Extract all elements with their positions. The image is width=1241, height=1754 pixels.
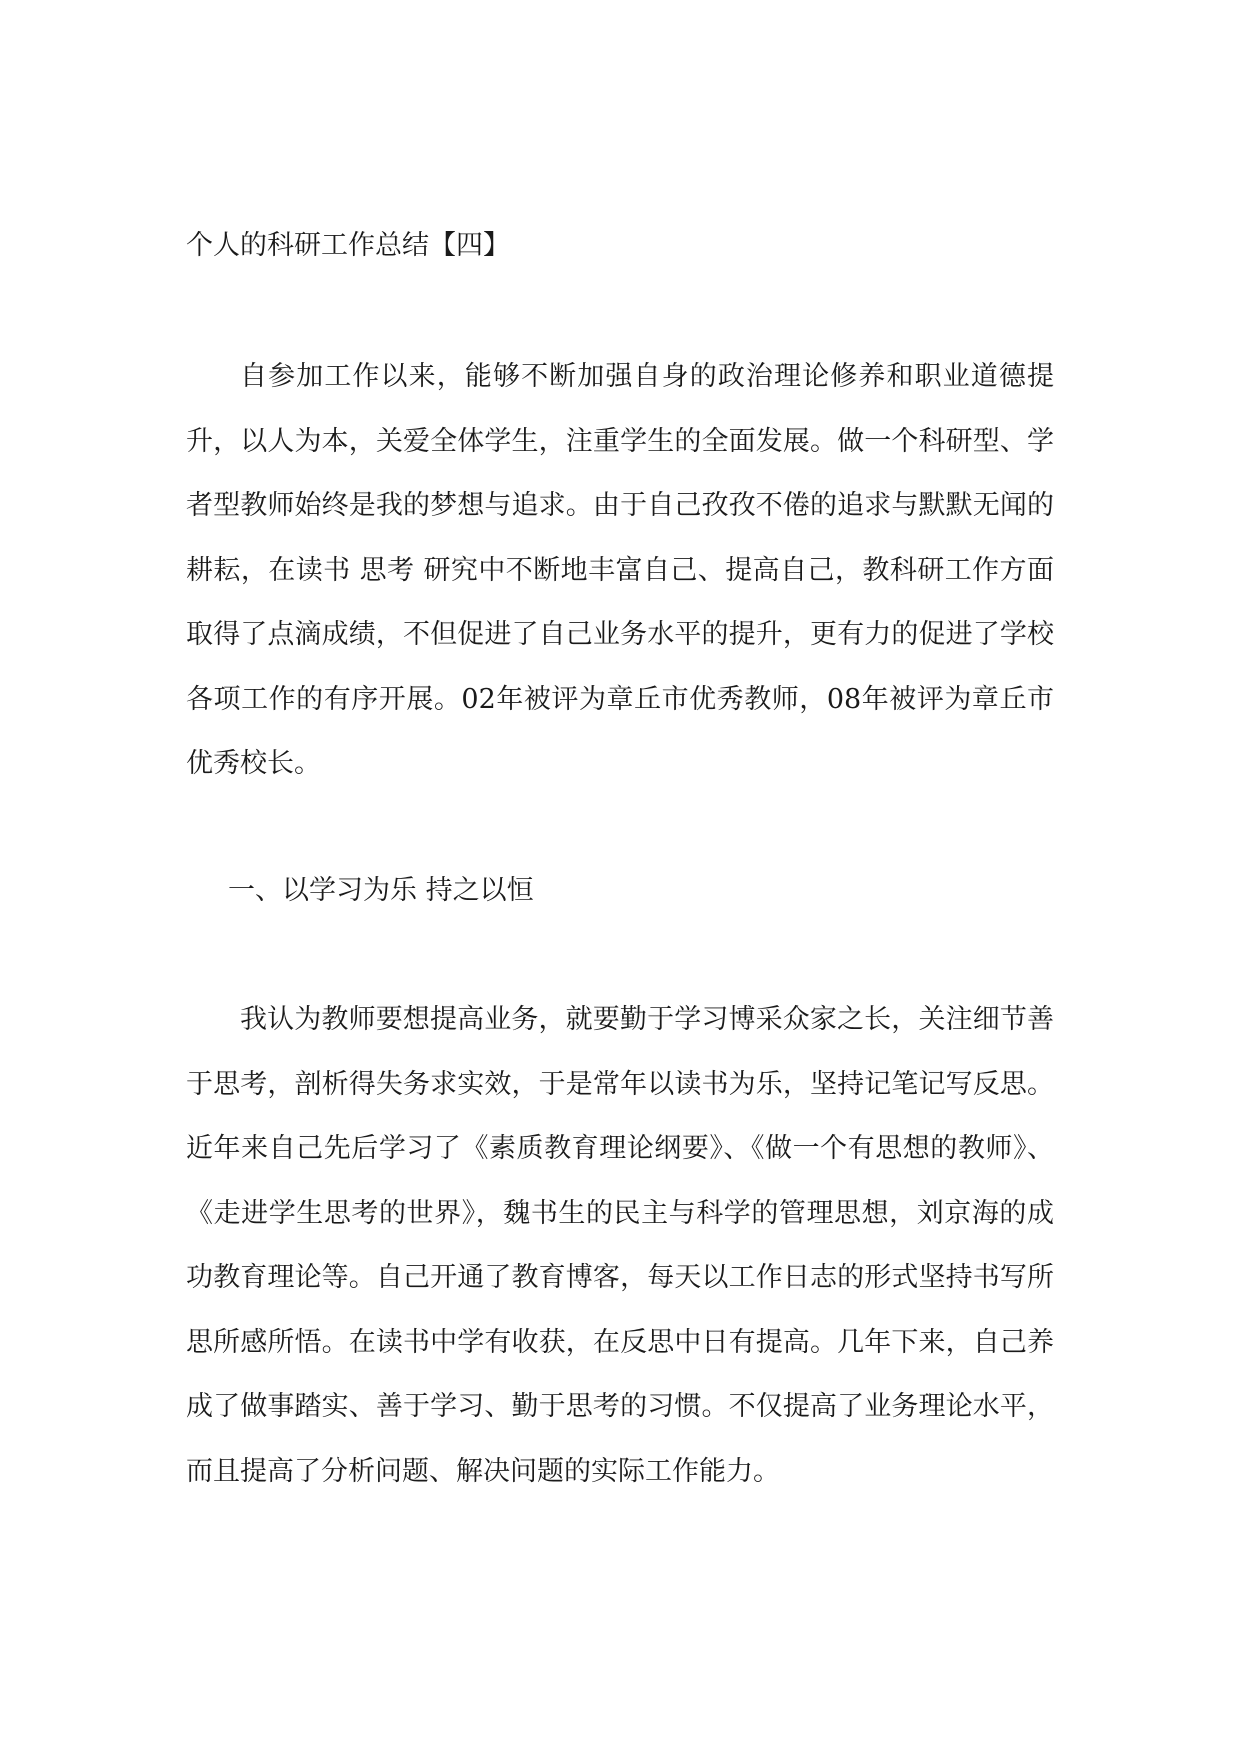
section-heading: 一、以学习为乐 持之以恒 — [228, 875, 534, 906]
body-paragraph: 我认为教师要想提高业务，就要勤于学习博采众家之长，关注细节善于思考，剖析得失务求实效，于是常年以读书为乐，坚持记笔记写反思。近年来自己先后学习了《素质教育理论纲要》、《做一个有思想的教师》、《走进学生思考的世界》，魏书生的民主与科学的管理思想，刘京海的成功教育理论等。自己开通了教育博客，每天以工作日志的形式坚持书写所思所感所悟。在读书中学有收获，在反思中日有提高。几年下来，自己养成了做事踏实、善于学习、勤于思考的习惯。不仅提高了业务理论水平，而且提高了分析问题、解决问题的实际工作能力。 — [186, 1004, 1054, 1487]
intro-paragraph: 自参加工作以来，能够不断加强自身的政治理论修养和职业道德提升，以人为本，关爱全体学生，注重学生的全面发展。做一个科研型、学者型教师始终是我的梦想与追求。由于自己孜孜不倦的追求与默默无闻的耕耘，在读书 思考 研究中不断地丰富自己、提高自己，教科研工作方面取得了点滴成绩，不但促进了自己业务水平的提升，更有力的促进了学校各项工作的有序开展。02年被评为章丘市优秀教师，08年被评为章丘市优秀校长。 — [186, 361, 1054, 779]
document-title: 个人的科研工作总结【四】 — [186, 230, 510, 261]
